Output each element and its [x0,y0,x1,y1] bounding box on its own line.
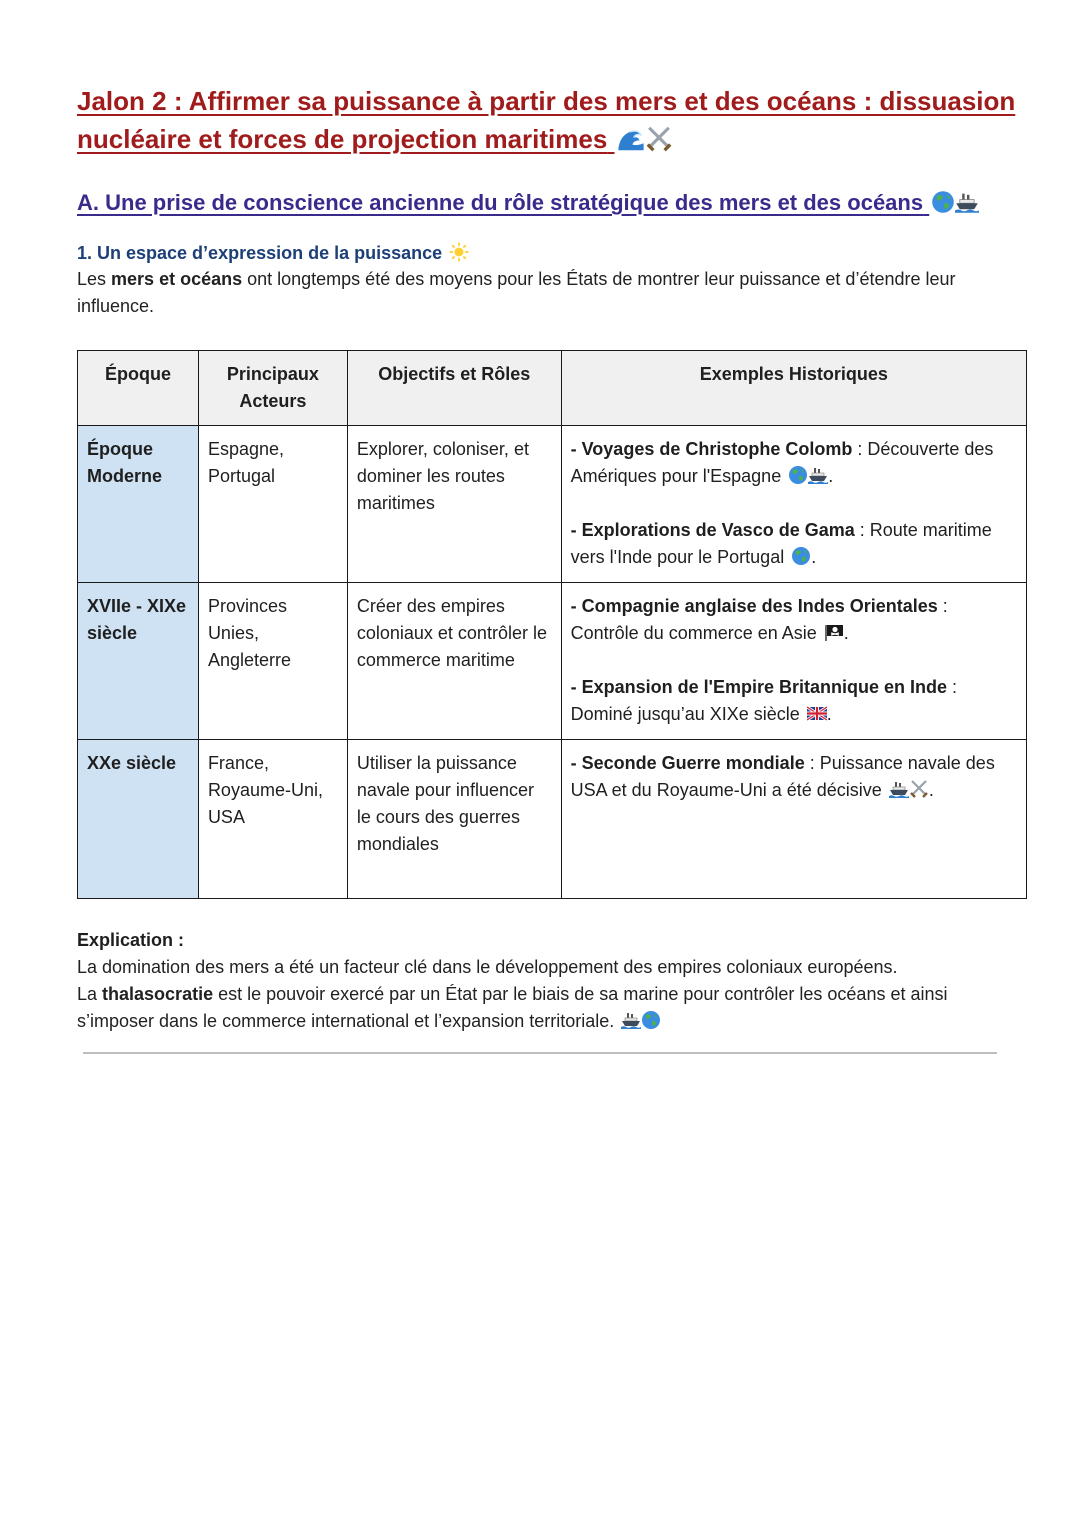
sun-icon [449,242,469,262]
horizontal-divider [83,1052,997,1054]
uk-flag-icon [807,703,827,723]
header-epoque: Époque [78,351,199,426]
table-header-row [78,351,1027,426]
wave-icon [617,125,645,153]
table-row [78,426,1027,583]
explanation-post: est le pouvoir exercé par un État par le biais de sa marine pour contrôler les océans et ainsi s’imposer dans le commerce international et l’expansion territoriale. [77,984,948,1031]
ship-icon [808,465,828,485]
explanation-title: Explication : [77,930,185,950]
header-exemples: Exemples Historiques [561,351,1026,426]
intro-post: ont longtemps été des moyens pour les États de montrer leur puissance et d’étendre leur influence. [77,269,956,316]
example-item: - Expansion de l'Empire Britannique en Inde : Dominé jusqu’au XIXe siècle . [570,677,957,724]
goals-cell: Utiliser la puissance navale pour influencer le cours des guerres mondiales [347,740,561,899]
era-cell: XVIIe - XIXe siècle [78,583,199,740]
example-title: - Explorations de Vasco de Gama [570,520,855,540]
explanation-paragraph [77,981,1027,1035]
actors-cell: France, Royaume-Uni, USA [198,740,347,899]
example-text: : Contrôle du commerce en Asie [570,596,948,643]
example-item: - Seconde Guerre mondiale : Puissance navale des USA et du Royaume-Uni a été décisive . [570,753,995,800]
example-text: : Découverte des Amériques pour l'Espagne [570,439,994,486]
examples-cell [561,740,1026,899]
crossed-swords-icon [909,779,929,799]
intro-pre: Les [77,269,112,289]
ship-icon [955,190,979,214]
example-title: - Seconde Guerre mondiale [570,753,805,773]
page-title [77,82,1027,158]
title-line-2: nucléaire et forces de projection maritimes [77,124,608,154]
section-a-title [77,188,1027,218]
goals-cell: Créer des empires coloniaux et contrôler le commerce maritime [347,583,561,740]
example-title: - Compagnie anglaise des Indes Orientales [570,596,938,616]
intro-paragraph [77,266,1027,320]
era-cell: Époque Moderne [78,426,199,583]
example-item: - Explorations de Vasco de Gama : Route maritime vers l'Inde pour le Portugal . [570,520,992,567]
section-a-title-text: A. Une prise de conscience ancienne du rôle stratégique des mers et des océans [77,190,924,215]
example-title: - Expansion de l'Empire Britannique en Inde [570,677,947,697]
explanation-bold: thalasocratie [102,984,214,1004]
subsection-1-title-text: 1. Un espace d’expression de la puissance [77,243,443,263]
example-title: - Voyages de Christophe Colomb [570,439,853,459]
example-text: : Route maritime vers l'Inde pour le Portugal [570,520,992,567]
intro-bold: mers et océans [111,269,243,289]
ship-icon [621,1010,641,1030]
examples-cell [561,426,1026,583]
example-item: - Compagnie anglaise des Indes Orientales : Contrôle du commerce en Asie . [570,596,948,643]
example-item: - Voyages de Christophe Colomb : Découverte des Amériques pour l'Espagne . [570,439,994,486]
ship-icon [889,779,909,799]
table-row [78,583,1027,740]
era-cell: XXe siècle [78,740,199,899]
goals-cell: Explorer, coloniser, et dominer les routes maritimes [347,426,561,583]
example-text: : Dominé jusqu’au XIXe siècle [570,677,957,724]
example-text: : Puissance navale des USA et du Royaume-Uni a été décisive [570,753,995,800]
explanation-pre: La [77,984,103,1004]
crossed-swords-icon [645,125,673,153]
history-table [77,350,1027,899]
pirate-flag-icon [824,622,844,642]
header-acteurs: Principaux Acteurs [198,351,347,426]
table-row [78,740,1027,899]
globe-icon [791,546,811,566]
header-objectifs: Objectifs et Rôles [347,351,561,426]
explanation-line-1: La domination des mers a été un facteur clé dans le développement des empires coloniaux européens. [77,957,898,977]
globe-icon [641,1010,661,1030]
globe-icon [788,465,808,485]
title-line-1: Jalon 2 : Affirmer sa puissance à partir des mers et des océans : dissuasion [77,86,1016,116]
actors-cell: Espagne, Portugal [198,426,347,583]
examples-cell [561,583,1026,740]
document-page [77,82,1027,1054]
globe-icon [931,190,955,214]
actors-cell: Provinces Unies, Angleterre [198,583,347,740]
subsection-1-title [77,240,1027,266]
